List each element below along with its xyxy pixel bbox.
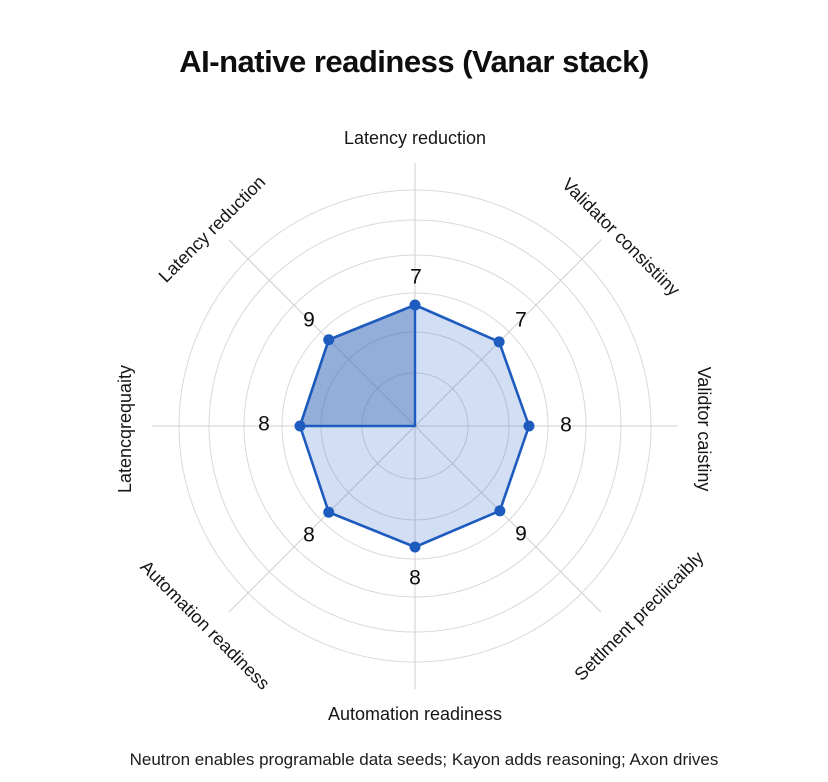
axis-label-upper-left: Latency reduction	[154, 171, 270, 287]
value-label-top: 7	[410, 265, 422, 289]
chart-title: AI-native readiness (Vanar stack)	[179, 44, 649, 79]
value-label-lower-left: 8	[303, 523, 315, 547]
axis-label-left: Latencqrequaity	[115, 364, 135, 494]
value-label-upper-right: 7	[515, 308, 527, 332]
axis-label-bottom: Automation readiness	[327, 704, 503, 724]
axis-label-lower-right: Settlment precliicaibly	[570, 547, 708, 685]
value-label-lower-right: 9	[515, 522, 527, 546]
value-label-right: 8	[560, 413, 572, 437]
chart-caption: Neutron enables programable data seeds; Kayon adds reasoning; Axon drives	[129, 750, 719, 769]
value-label-left: 8	[258, 412, 270, 436]
radar-series-vanar	[295, 300, 535, 553]
axis-label-right: Validtor caistiny	[694, 366, 714, 492]
axis-label-upper-right: Validator consistiiny	[558, 174, 684, 300]
axis-label-top: Latency reduction	[343, 128, 487, 148]
value-label-bottom: 8	[409, 566, 421, 590]
value-label-upper-left: 9	[303, 308, 315, 332]
axis-label-lower-left: Automation readiness	[136, 556, 274, 694]
